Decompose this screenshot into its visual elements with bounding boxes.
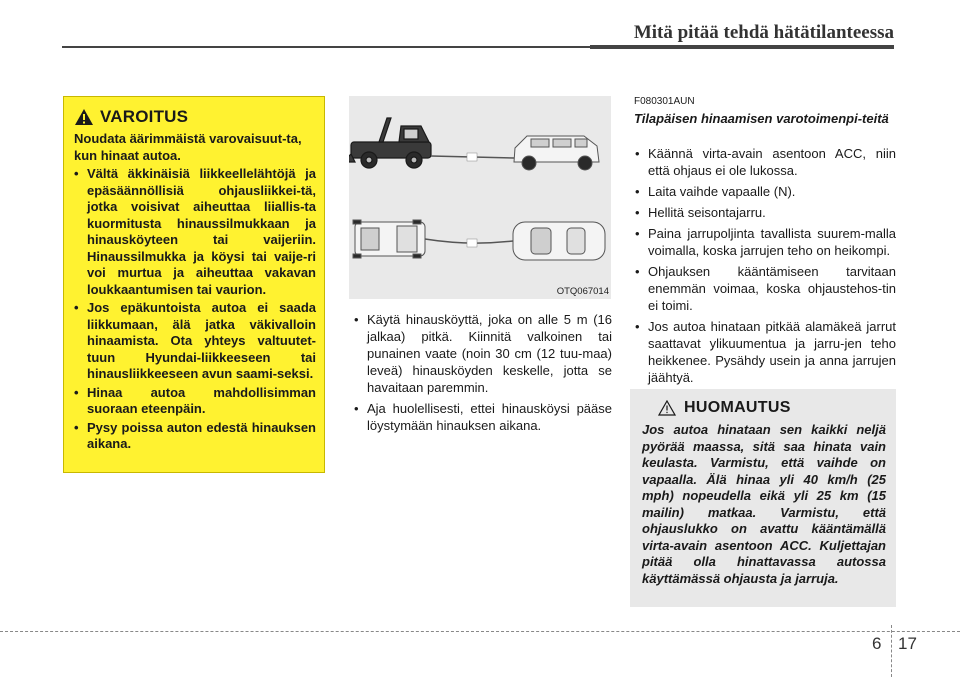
precaution-item: • Hellitä seisontajarru. [634,204,896,221]
section-code: F080301AUN [634,96,695,107]
towed-van-side [514,136,599,170]
notice-box [630,389,896,607]
tow-truck-top [353,220,425,258]
caution-triangle-icon [658,400,676,416]
notice-title: HUOMAUTUS [684,399,791,416]
illustration-code: OTQ067014 [556,286,609,297]
precautions-list [634,145,896,390]
notice-text: Jos autoa hinataan sen kaikki neljä pyörää maassa, sitä saa hinata vain keulasta. Varmistu, että vaihde on vapaalla. Älä hinaa yli 40 km/h (25 mph) nopeudella eikä yli 25 km (15 mailin) matkaa. Varmistu, että ohjauslukko on avattu kääntämällä virta-avain asentoon ACC. Kuljettajan pitää olla hinattavassa autossa käyttämässä ohjausta ja jarruja. [642,422,886,586]
instruction-item: • Käytä hinausköyttä, joka on alle 5 m (16 jalkaa) pitkä. Kiinnitä valkoinen tai punainen vaate (noin 30 cm (12 tuu-maa) leveä) hinausköyden keskelle, jotta se havaitaan paremmin. [353,311,612,396]
warning-intro: Noudata äärimmäistä varovaisuut-ta, kun hinaat autoa. [74,131,302,163]
towing-illustration [349,96,611,299]
warning-triangle-icon [74,108,94,126]
section-subheading: Tilapäisen hinaamisen varotoimenpi-teitä [634,111,889,126]
precaution-item: • Jos autoa hinataan pitkää alamäkeä jarrut saattavat ylikuumentua ja jarru-jen teho heikkenee. Pysähdy usein ja anna jarrujen jäähtyä. [634,318,896,386]
precaution-item: • Ohjauksen kääntämiseen tarvitaan enemmän voimaa, koska ohjaustehos-tin ei toimi. [634,263,896,314]
precaution-item: • Käännä virta-avain asentoon ACC, niin että ohjaus ei ole lukossa. [634,145,896,179]
warning-title: VAROITUS [100,107,189,126]
header-rule-accent [590,45,894,49]
page-number-separator [891,625,892,677]
page-header-title: Mitä pitää tehdä hätätilanteessa [633,22,894,43]
towed-car-top [513,222,605,260]
warning-item: • Jos epäkuntoista autoa ei saada liikkumaan, älä jatka väkivalloin hinaamista. Ota yhteys valtuutet-tuun Hyundai-liikkeeseen tai hinausliikkeeseen avun saami-seksi. [74,300,316,383]
precaution-item: • Laita vaihde vapaalle (N). [634,183,896,200]
warning-header [74,107,316,127]
precaution-item: • Paina jarrupoljinta tavallista suurem-malla voimalla, koska jarrujen teho on heikompi. [634,225,896,259]
tow-truck-side [349,118,431,168]
notice-header [658,399,886,417]
chapter-number: 6 [872,634,882,653]
towing-diagram [349,96,611,299]
footer-rule [0,631,960,632]
warning-item: • Vältä äkkinäisiä liikkeellelähtöjä ja epäsäännöllisiä ohjausliikkei-tä, jotka voisivat aiheuttaa liiallis-ta kuormitusta hinaussilmukkaan ja hinausköyteen tai vaijeriin. Hinaussilmukka ja köysi tai vaije-ri voi murtua ja aiheuttaa vakavan loukkaantumisen tai vaurion. [74,166,316,298]
warning-list [74,166,316,453]
warning-box [63,96,325,473]
towing-instructions [353,311,612,438]
page-number: 17 [898,634,917,653]
warning-item: • Hinaa autoa mahdollisimman suoraan eteenpäin. [74,385,316,418]
warning-item: • Pysy poissa auton edestä hinauksen aikana. [74,420,316,453]
instruction-item: • Aja huolellisesti, ettei hinausköysi pääse löystymään hinauksen aikana. [353,400,612,434]
